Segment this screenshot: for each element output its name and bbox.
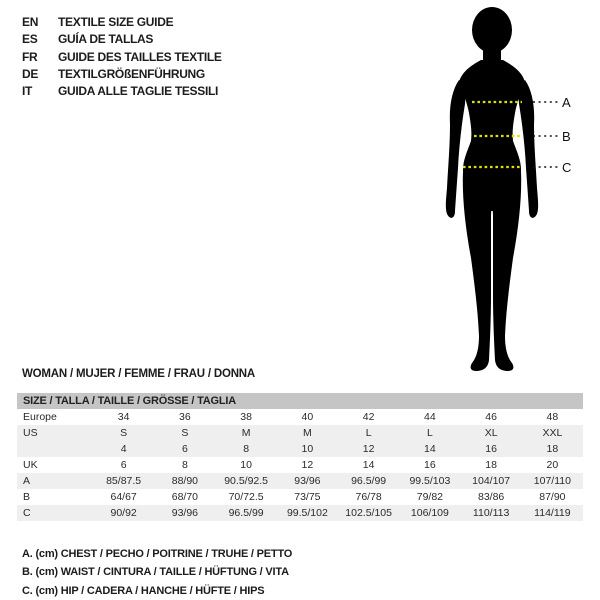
size-cell: L <box>426 427 433 439</box>
size-cell: 44 <box>424 411 436 423</box>
size-cell: 90/92 <box>110 507 137 519</box>
size-cell: 12 <box>301 459 314 471</box>
row-label: Europe <box>23 411 57 423</box>
size-table-body <box>17 409 583 521</box>
size-cell: 38 <box>240 411 252 423</box>
row-label: UK <box>23 459 38 471</box>
table-row <box>17 505 583 521</box>
size-cell: 46 <box>485 411 497 423</box>
size-cell: 42 <box>362 411 375 423</box>
size-cell: 6 <box>181 443 188 455</box>
size-cell: M <box>303 427 312 439</box>
size-cell: 93/96 <box>171 507 199 519</box>
measurement-label-c: C <box>562 160 572 175</box>
guide-title-it: GUIDA ALLE TAGLIE TESSILI <box>58 84 219 99</box>
language-row <box>22 65 222 82</box>
size-cell: 8 <box>243 443 250 455</box>
guide-title-es: GUÍA DE TALLAS <box>58 32 154 47</box>
guide-title-fr: GUIDE DES TAILLES TEXTILE <box>58 49 222 64</box>
row-label: B <box>23 491 31 503</box>
language-code: ES <box>22 32 38 47</box>
size-cell: 10 <box>301 443 314 455</box>
silhouette-left-leg <box>463 172 492 371</box>
size-cell: 48 <box>546 411 559 423</box>
size-cell: 110/113 <box>472 507 510 519</box>
language-code: FR <box>22 49 38 64</box>
legend-line-hip: C. (cm) HIP / CADERA / HANCHE / HÜFTE / HIPS <box>22 584 265 597</box>
size-cell: 6 <box>120 459 127 471</box>
size-cell: 79/82 <box>416 491 444 503</box>
size-cell: 87/90 <box>539 491 566 503</box>
size-cell: 106/109 <box>410 507 449 519</box>
table-row <box>17 473 583 489</box>
size-table-grid <box>17 409 583 521</box>
row-label <box>17 441 93 457</box>
size-cell: 70/72.5 <box>228 491 264 503</box>
size-cell: 90.5/92.5 <box>224 475 269 487</box>
size-cell: L <box>365 427 372 439</box>
measurement-label-b: B <box>562 129 571 144</box>
measurement-legend <box>22 545 292 600</box>
size-cell: 8 <box>181 459 188 471</box>
guide-title-de: TEXTILGRÖßENFÜHRUNG <box>58 66 205 81</box>
size-cell: 96.5/99 <box>228 507 264 519</box>
size-cell: 36 <box>179 411 191 423</box>
size-cell: 34 <box>117 411 130 423</box>
language-row <box>22 82 222 99</box>
size-cell: 96.5/99 <box>351 475 387 487</box>
size-cell: M <box>241 427 251 439</box>
size-cell: 88/90 <box>171 475 199 487</box>
size-cell: 102.5/105 <box>345 507 392 519</box>
size-cell: XXL <box>542 427 563 439</box>
size-cell: S <box>181 427 189 439</box>
woman-silhouette <box>420 0 600 380</box>
size-cell: XL <box>484 427 498 439</box>
table-row <box>17 489 583 505</box>
silhouette-left-arm <box>446 80 465 218</box>
row-label: C <box>23 507 31 519</box>
size-cell: 83/86 <box>477 491 505 503</box>
language-code: DE <box>22 66 39 81</box>
size-cell: 68/70 <box>171 491 199 503</box>
size-table-header: SIZE / TALLA / TAILLE / GRÖSSE / TAGLIA <box>17 393 583 409</box>
table-row <box>17 457 583 473</box>
size-cell: 104/107 <box>472 475 511 487</box>
size-cell: 99.5/103 <box>409 475 451 487</box>
size-cell: 64/67 <box>110 491 137 503</box>
language-row <box>22 30 222 47</box>
language-row <box>22 48 222 65</box>
row-label: US <box>23 427 38 439</box>
size-cell: 76/78 <box>355 491 382 503</box>
size-cell: 4 <box>120 443 127 455</box>
size-cell: 85/87.5 <box>106 475 142 487</box>
size-cell: 40 <box>301 411 314 423</box>
size-table <box>17 393 583 521</box>
row-label: A <box>23 475 31 487</box>
size-cell: 114/119 <box>534 507 571 519</box>
size-cell: 107/110 <box>533 475 571 487</box>
legend-line-waist: B. (cm) WAIST / CINTURA / TAILLE / HÜFTUNG / VITA <box>22 566 289 579</box>
legend-line-chest: A. (cm) CHEST / PECHO / POITRINE / TRUHE / PETTO <box>22 548 293 560</box>
silhouette-right-arm <box>519 80 538 218</box>
size-cell: 93/96 <box>294 475 321 487</box>
silhouette-right-leg <box>492 172 521 371</box>
size-cell: 20 <box>546 459 559 471</box>
size-cell: 18 <box>485 459 497 471</box>
size-cell: 10 <box>240 459 252 471</box>
size-cell: S <box>120 427 128 439</box>
size-cell: 73/75 <box>294 491 321 503</box>
language-row <box>22 13 222 30</box>
size-cell: 14 <box>362 459 375 471</box>
size-cell: 16 <box>424 459 436 471</box>
language-list <box>22 13 222 99</box>
table-row <box>17 441 583 457</box>
table-row <box>17 425 583 441</box>
size-cell: 99.5/102 <box>286 507 328 519</box>
guide-title-en: TEXTILE SIZE GUIDE <box>58 15 174 29</box>
size-cell: 16 <box>485 443 497 455</box>
size-cell: 12 <box>362 443 375 455</box>
section-title: WOMAN / MUJER / FEMME / FRAU / DONNA <box>22 368 256 380</box>
size-cell: 14 <box>424 443 436 455</box>
size-cell: 18 <box>546 443 559 455</box>
language-code: EN <box>22 15 39 29</box>
measurement-label-a: A <box>562 95 571 110</box>
table-row <box>17 409 583 425</box>
language-code: IT <box>22 84 33 99</box>
